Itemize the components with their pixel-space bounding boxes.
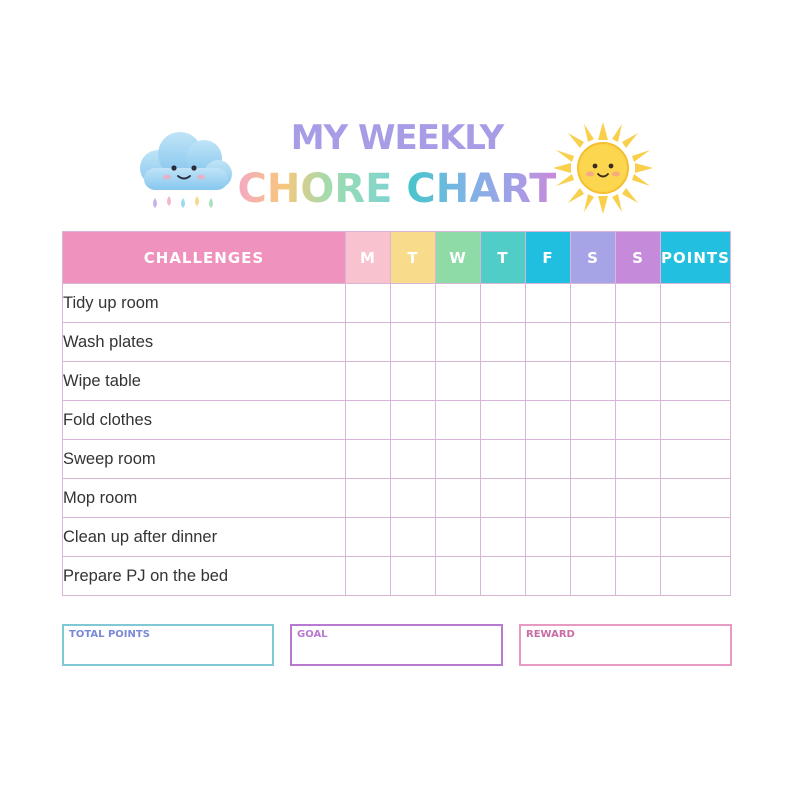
check-cell[interactable] [436, 518, 481, 557]
check-cell[interactable] [616, 479, 661, 518]
check-cell[interactable] [391, 518, 436, 557]
check-cell[interactable] [346, 284, 391, 323]
points-cell[interactable] [661, 323, 731, 362]
check-cell[interactable] [481, 323, 526, 362]
check-cell[interactable] [526, 284, 571, 323]
check-cell[interactable] [391, 557, 436, 596]
check-cell[interactable] [481, 557, 526, 596]
check-cell[interactable] [346, 440, 391, 479]
check-cell[interactable] [436, 557, 481, 596]
header-day-wednesday: W [436, 232, 481, 284]
check-cell[interactable] [616, 284, 661, 323]
check-cell[interactable] [481, 362, 526, 401]
check-cell[interactable] [346, 557, 391, 596]
check-cell[interactable] [391, 284, 436, 323]
title-word-chart: CHART [406, 166, 557, 212]
reward-label: REWARD [526, 629, 575, 640]
page-title-line2 [0, 166, 794, 212]
check-cell[interactable] [391, 479, 436, 518]
table-row [63, 362, 731, 401]
check-cell[interactable] [436, 362, 481, 401]
check-cell[interactable] [526, 401, 571, 440]
reward-box[interactable] [519, 624, 732, 666]
points-cell[interactable] [661, 557, 731, 596]
check-cell[interactable] [571, 440, 616, 479]
check-cell[interactable] [391, 323, 436, 362]
check-cell[interactable] [481, 284, 526, 323]
check-cell[interactable] [481, 479, 526, 518]
table-header-row [63, 232, 731, 284]
table-row [63, 557, 731, 596]
check-cell[interactable] [391, 362, 436, 401]
check-cell[interactable] [526, 362, 571, 401]
table-row [63, 323, 731, 362]
task-label: Wash plates [63, 323, 346, 362]
task-label: Sweep room [63, 440, 346, 479]
total-points-label: TOTAL POINTS [69, 629, 150, 640]
check-cell[interactable] [616, 401, 661, 440]
points-cell[interactable] [661, 362, 731, 401]
header-challenges: CHALLENGES [63, 232, 346, 284]
header-day-saturday: S [571, 232, 616, 284]
check-cell[interactable] [481, 518, 526, 557]
check-cell[interactable] [526, 440, 571, 479]
check-cell[interactable] [571, 518, 616, 557]
check-cell[interactable] [346, 401, 391, 440]
check-cell[interactable] [346, 362, 391, 401]
table-row [63, 440, 731, 479]
check-cell[interactable] [571, 362, 616, 401]
task-label: Wipe table [63, 362, 346, 401]
check-cell[interactable] [526, 518, 571, 557]
check-cell[interactable] [436, 284, 481, 323]
check-cell[interactable] [526, 323, 571, 362]
table-row [63, 284, 731, 323]
goal-label: GOAL [297, 629, 328, 640]
header-day-friday: F [526, 232, 571, 284]
points-cell[interactable] [661, 284, 731, 323]
check-cell[interactable] [571, 479, 616, 518]
check-cell[interactable] [436, 440, 481, 479]
points-cell[interactable] [661, 440, 731, 479]
header-day-tuesday: T [391, 232, 436, 284]
check-cell[interactable] [616, 323, 661, 362]
goal-box[interactable] [290, 624, 503, 666]
check-cell[interactable] [481, 401, 526, 440]
check-cell[interactable] [391, 401, 436, 440]
table-row [63, 518, 731, 557]
header-day-monday: M [346, 232, 391, 284]
check-cell[interactable] [346, 518, 391, 557]
check-cell[interactable] [616, 518, 661, 557]
table-row [63, 401, 731, 440]
check-cell[interactable] [571, 401, 616, 440]
title-line1-text: MY WEEKLY [290, 118, 504, 158]
check-cell[interactable] [346, 479, 391, 518]
total-points-box[interactable] [62, 624, 274, 666]
header-day-sunday: S [616, 232, 661, 284]
points-cell[interactable] [661, 518, 731, 557]
check-cell[interactable] [571, 557, 616, 596]
check-cell[interactable] [526, 479, 571, 518]
header-day-thursday: T [481, 232, 526, 284]
task-label: Clean up after dinner [63, 518, 346, 557]
points-cell[interactable] [661, 401, 731, 440]
check-cell[interactable] [436, 479, 481, 518]
task-label: Tidy up room [63, 284, 346, 323]
task-label: Mop room [63, 479, 346, 518]
check-cell[interactable] [391, 440, 436, 479]
check-cell[interactable] [571, 284, 616, 323]
table-row [63, 479, 731, 518]
check-cell[interactable] [346, 323, 391, 362]
task-label: Prepare PJ on the bed [63, 557, 346, 596]
chore-table [62, 231, 731, 596]
check-cell[interactable] [481, 440, 526, 479]
points-cell[interactable] [661, 479, 731, 518]
header-points: POINTS [661, 232, 731, 284]
check-cell[interactable] [616, 557, 661, 596]
check-cell[interactable] [616, 440, 661, 479]
check-cell[interactable] [571, 323, 616, 362]
check-cell[interactable] [526, 557, 571, 596]
check-cell[interactable] [436, 401, 481, 440]
page-title-line1 [0, 118, 794, 158]
task-label: Fold clothes [63, 401, 346, 440]
title-word-chore: CHORE [237, 166, 393, 212]
check-cell[interactable] [616, 362, 661, 401]
check-cell[interactable] [436, 323, 481, 362]
